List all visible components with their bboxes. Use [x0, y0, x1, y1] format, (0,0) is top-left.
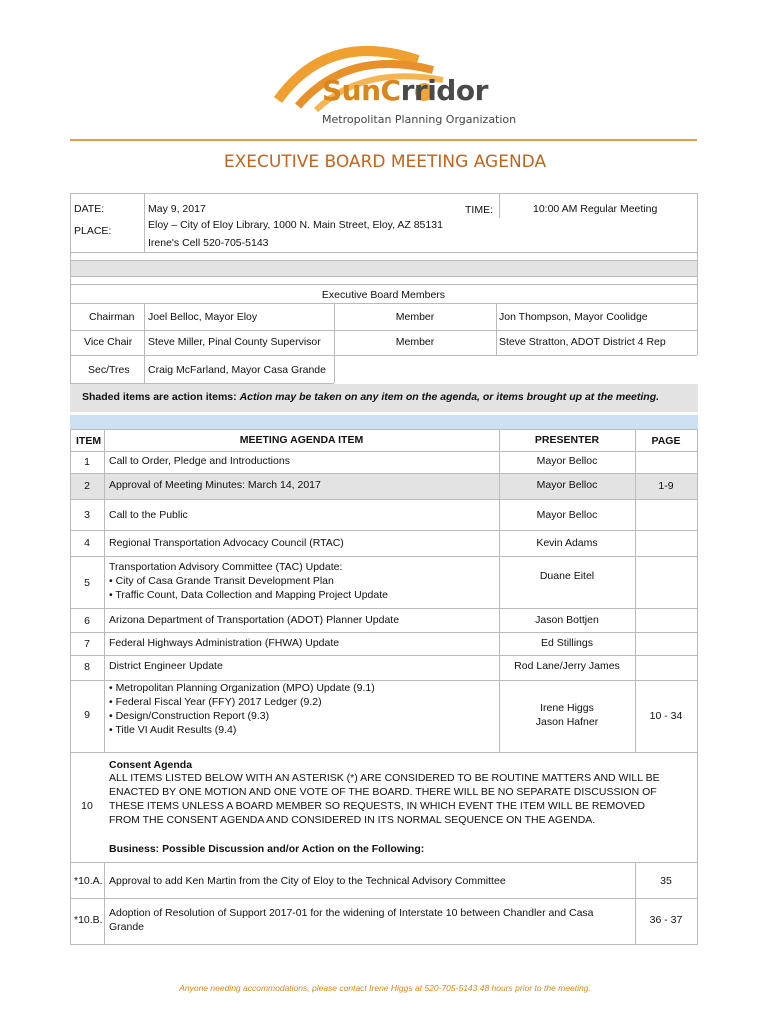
agenda-item-line: • Federal Fiscal Year (FFY) 2017 Ledger (9.2)	[109, 696, 322, 708]
chairman-role: Chairman	[89, 311, 135, 323]
consent-line: THESE ITEMS UNLESS A BOARD MEMBER SO REQUESTS, IN WHICH EVENT THE ITEM WILL BE REMOVED	[109, 800, 645, 812]
page-title: EXECUTIVE BOARD MEETING AGENDA	[223, 152, 547, 172]
sec-tres-name: Craig McFarland, Mayor Casa Grande	[148, 364, 326, 376]
brand-name: SunCrridor	[322, 74, 488, 107]
consent-item-line: Grande	[109, 921, 145, 933]
member2-role: Member	[395, 336, 435, 348]
place-value: Eloy – City of Eloy Library, 1000 N. Main Street, Eloy, AZ 85131	[148, 219, 443, 231]
notice-bold: Shaded items are action items:	[82, 391, 237, 403]
col-presenter: PRESENTER	[534, 434, 600, 446]
item-number: *10.A.	[74, 875, 103, 887]
item-number: 10	[81, 800, 93, 812]
col-item: ITEM	[76, 435, 102, 447]
page-ref: 35	[660, 875, 672, 887]
sec-tres-role: Sec/Tres	[88, 364, 130, 376]
consent-item-line: Adoption of Resolution of Support 2017-01 for the widening of Interstate 10 between Chandler and Casa	[109, 907, 594, 919]
date-label: DATE:	[74, 203, 105, 215]
presenter: Jason Hafner	[535, 716, 599, 728]
agenda-item-text: Call to the Public	[109, 509, 188, 521]
page-ref: 10 - 34	[649, 710, 683, 722]
header-strip	[70, 415, 698, 429]
presenter: Mayor Belloc	[536, 479, 598, 491]
notice-italic: Action may be taken on any item on the agenda, or items brought up at the meeting.	[239, 391, 660, 403]
item-number: 3	[84, 509, 90, 521]
agenda-item-text: Arizona Department of Transportation (ADOT) Planner Update	[109, 614, 400, 626]
item-number: 2	[84, 480, 90, 492]
col-meeting-item: MEETING AGENDA ITEM	[239, 434, 364, 446]
consent-heading: Consent Agenda	[109, 759, 193, 771]
place-label: PLACE:	[74, 225, 112, 237]
agenda-item-line: Transportation Advisory Committee (TAC) Update:	[109, 561, 343, 573]
shaded-spacer	[71, 260, 697, 276]
item-number: 9	[84, 709, 90, 721]
date-value: May 9, 2017	[148, 203, 206, 215]
item-number: 7	[84, 638, 90, 650]
contact-phone: Irene's Cell 520-705-5143	[148, 237, 269, 249]
agenda-item-text: District Engineer Update	[109, 660, 223, 672]
suncorridor-logo	[258, 40, 528, 130]
item-number: 6	[84, 615, 90, 627]
agenda-item-text: Call to Order, Pledge and Introductions	[109, 455, 290, 467]
time-value: 10:00 AM Regular Meeting	[533, 203, 658, 215]
presenter: Kevin Adams	[536, 537, 598, 549]
member1-role: Member	[395, 311, 435, 323]
vice-chair-role: Vice Chair	[84, 336, 133, 348]
consent-line: ALL ITEMS LISTED BELOW WITH AN ASTERISK (*) ARE CONSIDERED TO BE ROUTINE MATTERS AND WILL BE	[109, 772, 660, 784]
brand-subtitle: Metropolitan Planning Organization	[322, 113, 517, 126]
presenter: Ed Stillings	[541, 637, 593, 649]
time-label: TIME:	[465, 204, 493, 216]
col-page: PAGE	[651, 435, 681, 447]
presenter: Irene Higgs	[540, 702, 594, 714]
business-heading: Business: Possible Discussion and/or Action on the Following:	[109, 843, 425, 855]
item-number: 8	[84, 661, 90, 673]
agenda-item-line: • Traffic Count, Data Collection and Mapping Project Update	[109, 589, 388, 601]
consent-item-text: Approval to add Ken Martin from the City of Eloy to the Technical Advisory Committee	[109, 875, 506, 887]
agenda-item-line: • Metropolitan Planning Organization (MPO) Update (9.1)	[109, 682, 375, 694]
consent-line: FROM THE CONSENT AGENDA AND CONSIDERED IN ITS NORMAL SEQUENCE ON THE AGENDA.	[109, 814, 596, 826]
presenter: Rod Lane/Jerry James	[514, 660, 620, 672]
presenter: Jason Bottjen	[535, 614, 599, 626]
agenda-item-text: Approval of Meeting Minutes: March 14, 2017	[109, 479, 321, 491]
presenter: Mayor Belloc	[536, 509, 598, 521]
agenda-item-text: Federal Highways Administration (FHWA) Update	[109, 637, 340, 649]
agenda-item-line: • City of Casa Grande Transit Development Plan	[109, 575, 334, 587]
accommodations-footer: Anyone needing accommodations, please contact Irene Higgs at 520-705-5143 48 hours prior to the meeting.	[179, 983, 591, 993]
page-ref: 36 - 37	[649, 914, 683, 926]
member2-name: Steve Stratton, ADOT District 4 Rep	[499, 336, 666, 348]
header-divider	[70, 139, 697, 141]
vice-chair-name: Steve Miller, Pinal County Supervisor	[148, 336, 321, 348]
agenda-item-line: • Design/Construction Report (9.3)	[109, 710, 270, 722]
member1-name: Jon Thompson, Mayor Coolidge	[499, 311, 648, 323]
page-ref: 1-9	[658, 480, 674, 492]
item-number: 1	[84, 456, 90, 468]
presenter: Mayor Belloc	[536, 455, 598, 467]
board-heading: Executive Board Members	[321, 289, 446, 301]
item-number: 5	[84, 577, 90, 589]
action-notice	[70, 384, 698, 412]
presenter: Duane Eitel	[539, 570, 595, 582]
agenda-item-line: • Title VI Audit Results (9.4)	[109, 724, 237, 736]
agenda-item-text: Regional Transportation Advocacy Council (RTAC)	[109, 537, 344, 549]
chairman-name: Joel Belloc, Mayor Eloy	[148, 311, 258, 323]
consent-line: ENACTED BY ONE MOTION AND ONE VOTE OF THE BOARD. THERE WILL BE NO SEPARATE DISCUSSION OF	[109, 786, 657, 798]
item-number: 4	[84, 537, 90, 549]
item-number: *10.B.	[74, 914, 103, 926]
